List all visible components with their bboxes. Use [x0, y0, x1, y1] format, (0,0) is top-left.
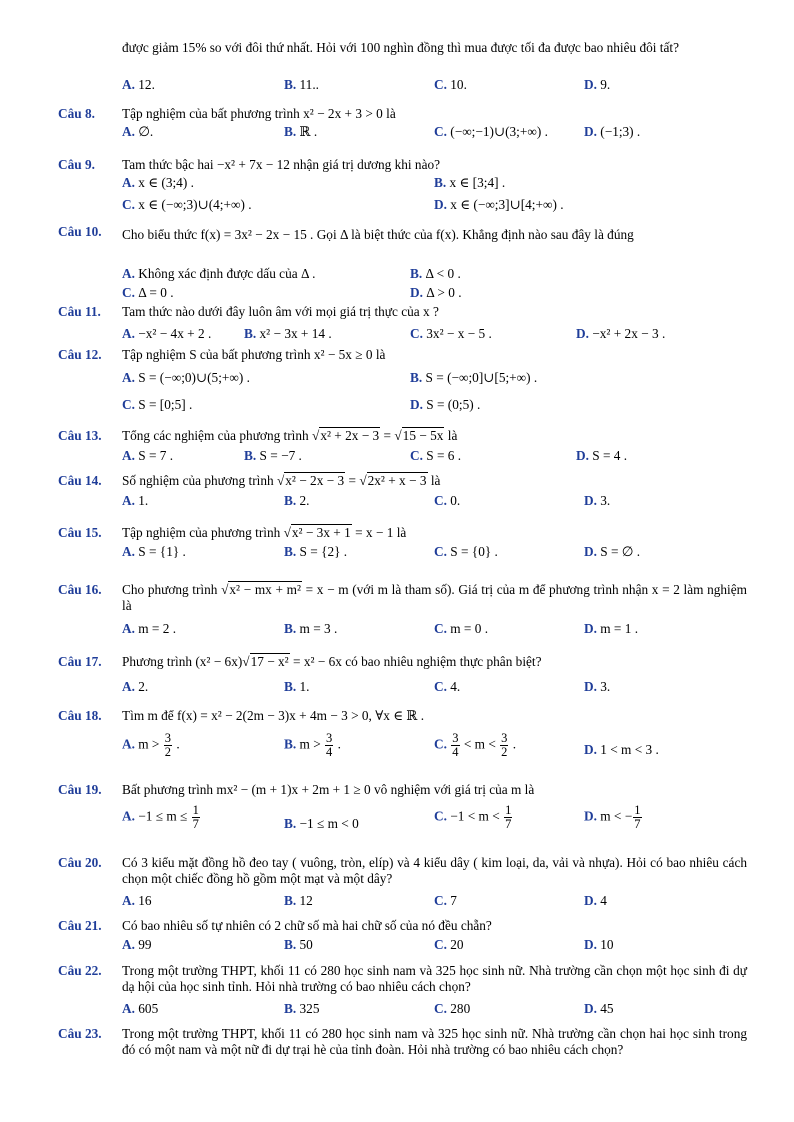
- option-d: D. 45: [584, 1001, 614, 1016]
- question-number: Câu 12.: [58, 347, 102, 362]
- option-c: C. −1 < m < $\frac{1}{7}$: [434, 803, 512, 831]
- option-a: A. 99: [122, 937, 152, 952]
- option-b: B. S = −7 .: [244, 448, 302, 463]
- option-c: C. S = 6 .: [410, 448, 462, 463]
- question-text: Có 3 kiểu mặt đồng hồ đeo tay ( vuông, tròn, elíp) và 4 kiểu dây ( kim loại, da, vải và nhựa). Hỏi có bao nhiêu cách chọn một chiếc đồng hồ gồm một mạt và một dây?: [122, 855, 747, 886]
- question-text: Trong một trường THPT, khối 11 có 280 học sinh nam và 325 học sinh nữ. Nhà trường cần chọn hai học sinh trong đó có một nam và một nữ đi dự trại hè của tỉnh đoàn. Hỏi nhà trường có bao nhiêu cách chọn?: [122, 1026, 747, 1057]
- fraction: $\frac{1}{7}$: [192, 803, 199, 831]
- option-c: C. S = {0} .: [434, 544, 498, 559]
- option-a: A. S = 7 .: [122, 448, 174, 463]
- option-c: C. m = 0 .: [434, 621, 489, 636]
- question-number: Câu 8.: [58, 106, 95, 121]
- option-c: C. (−∞;−1)∪(3;+∞) .: [434, 124, 548, 139]
- option-a: A. S = (−∞;0)∪(5;+∞) .: [122, 370, 250, 385]
- option-a: A. m = 2 .: [122, 621, 177, 636]
- question-text: Trong một trường THPT, khối 11 có 280 học sinh nam và 325 học sinh nữ. Nhà trường cần chọn một học sinh đi dự dạ hội của học sinh tỉnh. Hỏi nhà trường có bao nhiêu cách chọn?: [122, 963, 747, 994]
- option-b: B. 12: [284, 893, 313, 908]
- question-number: Câu 23.: [58, 1026, 102, 1041]
- question-number: Câu 16.: [58, 582, 102, 597]
- option-b: B. m > $\frac{3}{4}$ .: [284, 731, 341, 759]
- option-c: C. 20: [434, 937, 464, 952]
- option-c: C. 4.: [434, 679, 461, 694]
- option-a: A. Không xác định được dấu của Δ .: [122, 266, 316, 281]
- option-c: C. Δ = 0 .: [122, 285, 174, 300]
- option-b: B. 1.: [284, 679, 310, 694]
- question-number: Câu 11.: [58, 304, 101, 319]
- question-number: Câu 13.: [58, 428, 102, 443]
- question-text: Có bao nhiêu số tự nhiên có 2 chữ số mà hai chữ số của nó đều chẵn?: [122, 918, 492, 933]
- question-text: Tìm m để f(x) = x² − 2(2m − 3)x + 4m − 3 > 0, ∀x ∈ ℝ .: [122, 708, 425, 723]
- question-number: Câu 19.: [58, 782, 102, 797]
- option-c: C. x ∈ (−∞;3)∪(4;+∞) .: [122, 197, 252, 212]
- option-d: D. (−1;3) .: [584, 124, 641, 139]
- option-c: C. 10.: [434, 77, 467, 92]
- option-b: B. ℝ .: [284, 124, 318, 139]
- question-text: Tập nghiệm S của bất phương trình x² − 5x ≥ 0 là: [122, 347, 386, 362]
- option-a: A. 12.: [122, 77, 155, 92]
- option-a: A. 1.: [122, 493, 149, 508]
- option-c: C. 280: [434, 1001, 471, 1016]
- option-d: D. 3.: [584, 493, 611, 508]
- option-d: D. S = 4 .: [576, 448, 628, 463]
- question-text: Tam thức nào dưới đây luôn âm với mọi giá trị thực của x ?: [122, 304, 439, 319]
- question-number: Câu 15.: [58, 525, 102, 540]
- option-b: B. x ∈ [3;4] .: [434, 175, 506, 190]
- fraction: $\frac{3}{2}$: [164, 731, 172, 759]
- question-text: Tổng các nghiệm của phương trình √x² + 2x − 3 = √15 − 5x là: [122, 428, 458, 443]
- option-d: D. Δ > 0 .: [410, 285, 462, 300]
- fraction: $\frac{3}{4}$: [326, 731, 333, 759]
- option-d: D. S = ∅ .: [584, 544, 641, 559]
- option-c: C. 0.: [434, 493, 461, 508]
- option-b: B. 325: [284, 1001, 320, 1016]
- option-d: D. m < − $\frac{1}{7}$: [584, 803, 641, 831]
- option-c: C. 3x² − x − 5 .: [410, 326, 492, 341]
- question-text: Phương trình (x² − 6x)√17 − x² = x² − 6x có bao nhiêu nghiệm thực phân biệt?: [122, 654, 542, 669]
- option-a: A. 16: [122, 893, 152, 908]
- option-a: A. m > $\frac{3}{2}$ .: [122, 731, 180, 759]
- option-a: A. ∅.: [122, 124, 154, 139]
- question-number: Câu 22.: [58, 963, 102, 978]
- option-b: B. 11..: [284, 77, 319, 92]
- question-number: Câu 18.: [58, 708, 102, 723]
- question-text: Tam thức bậc hai −x² + 7x − 12 nhận giá trị dương khi nào?: [122, 157, 441, 172]
- option-d: D. 10: [584, 937, 614, 952]
- option-c: C. $\frac{3}{4}$ < m < $\frac{3}{2}$ .: [434, 731, 517, 759]
- option-d: D. m = 1 .: [584, 621, 639, 636]
- option-b: B. S = {2} .: [284, 544, 348, 559]
- option-c: C. 7: [434, 893, 457, 908]
- question-text: Số nghiệm của phương trình √x² − 2x − 3 = √2x² + x − 3 là: [122, 473, 441, 488]
- option-a: A. −x² − 4x + 2 .: [122, 326, 212, 341]
- question-text: Tập nghiệm của bất phương trình x² − 2x + 3 > 0 là: [122, 106, 396, 121]
- option-a: A. S = {1} .: [122, 544, 186, 559]
- option-a: A. 2.: [122, 679, 149, 694]
- question-number: Câu 17.: [58, 654, 102, 669]
- option-b: B. m = 3 .: [284, 621, 338, 636]
- question-number: Câu 14.: [58, 473, 102, 488]
- option-d: D. 3.: [584, 679, 611, 694]
- option-d: D. 9.: [584, 77, 611, 92]
- option-a: A. x ∈ (3;4) .: [122, 175, 194, 190]
- option-b: B. x² − 3x + 14 .: [244, 326, 332, 341]
- option-b: B. 2.: [284, 493, 310, 508]
- option-d: D. 1 < m < 3 .: [584, 742, 659, 757]
- fraction: $\frac{1}{7}$: [505, 803, 512, 831]
- question-text: Cho biểu thức f(x) = 3x² − 2x − 15 . Gọi Δ là biệt thức của f(x). Khẳng định nào sau đây là đúng: [122, 227, 634, 242]
- option-b: B. 50: [284, 937, 313, 952]
- question-number: Câu 21.: [58, 918, 102, 933]
- question-text: Cho phương trình √x² − mx + m² = x − m (với m là tham số). Giá trị của m để phương trình nhận x = 2 làm nghiệm là: [122, 582, 747, 613]
- question-text: Tập nghiệm của phương trình √x² − 3x + 1 = x − 1 là: [122, 525, 407, 540]
- option-d: D. −x² + 2x − 3 .: [576, 326, 666, 341]
- option-b: B. Δ < 0 .: [410, 266, 461, 281]
- fraction: $\frac{3}{2}$: [501, 731, 508, 759]
- option-c: C. S = [0;5] .: [122, 397, 193, 412]
- question-text: được giảm 15% so với đôi thứ nhất. Hỏi với 100 nghìn đồng thì mua được tối đa được bao nhiêu đôi tất?: [122, 40, 680, 55]
- option-d: D. S = (0;5) .: [410, 397, 481, 412]
- option-a: A. 605: [122, 1001, 159, 1016]
- fraction: $\frac{3}{4}$: [452, 731, 459, 759]
- question-text: Bất phương trình mx² − (m + 1)x + 2m + 1 ≥ 0 vô nghiệm với giá trị của m là: [122, 782, 535, 797]
- option-a: A. −1 ≤ m ≤ $\frac{1}{7}$: [122, 803, 199, 831]
- option-b: B. S = (−∞;0]∪[5;+∞) .: [410, 370, 538, 385]
- option-b: B. −1 ≤ m < 0: [284, 816, 359, 831]
- fraction: $\frac{1}{7}$: [634, 803, 641, 831]
- option-d: D. 4: [584, 893, 607, 908]
- question-number: Câu 10.: [58, 224, 102, 239]
- option-d: D. x ∈ (−∞;3]∪[4;+∞) .: [434, 197, 564, 212]
- question-number: Câu 20.: [58, 855, 102, 870]
- question-number: Câu 9.: [58, 157, 95, 172]
